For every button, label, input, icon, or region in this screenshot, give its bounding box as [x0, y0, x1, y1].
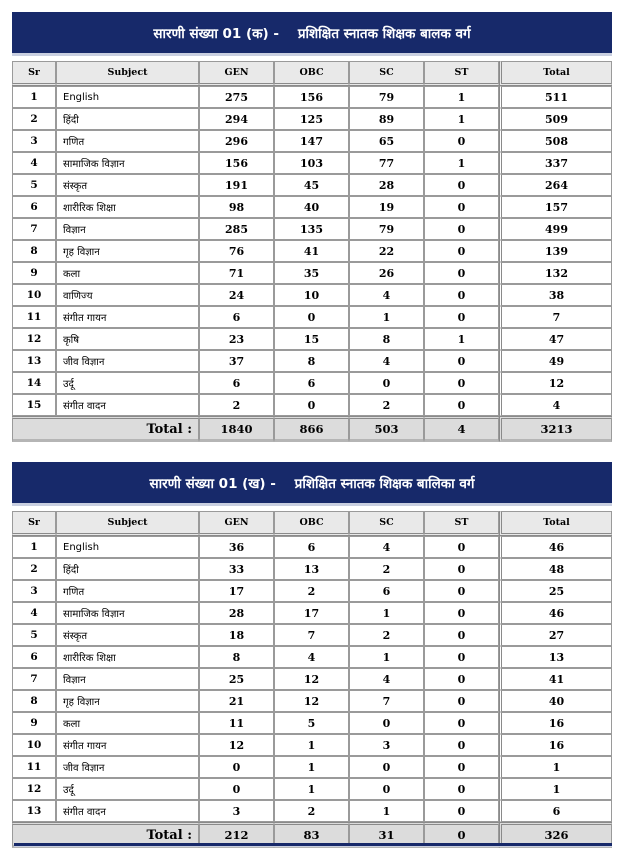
table-title: सारणी संख्या 01 (ख) - प्रशिक्षित स्नातक शिक्षक बालिका वर्ग	[12, 462, 612, 506]
cell-st: 1	[424, 108, 499, 130]
cell-st: 0	[424, 372, 499, 394]
totals-obc: 866	[274, 416, 349, 442]
cell-sc: 2	[349, 394, 424, 416]
cell-obc: 45	[274, 174, 349, 196]
cell-sr: 1	[12, 86, 56, 108]
cell-total: 48	[499, 558, 612, 580]
header-obc: OBC	[274, 61, 349, 86]
cell-st: 0	[424, 778, 499, 800]
cell-obc: 135	[274, 218, 349, 240]
totals-total: 3213	[499, 416, 612, 442]
cell-sc: 65	[349, 130, 424, 152]
cell-st: 0	[424, 130, 499, 152]
cell-subject: संगीत गायन	[56, 306, 199, 328]
cell-total: 337	[499, 152, 612, 174]
cell-obc: 5	[274, 712, 349, 734]
cell-st: 0	[424, 690, 499, 712]
cell-sc: 2	[349, 558, 424, 580]
cell-subject: संगीत वादन	[56, 800, 199, 822]
cell-subject: गृह विज्ञान	[56, 240, 199, 262]
cell-subject: कला	[56, 712, 199, 734]
header-total: Total	[499, 61, 612, 86]
cell-obc: 2	[274, 580, 349, 602]
header-sr: Sr	[12, 511, 56, 536]
header-total: Total	[499, 511, 612, 536]
cell-st: 1	[424, 328, 499, 350]
cell-sr: 12	[12, 328, 56, 350]
cell-total: 41	[499, 668, 612, 690]
cell-sc: 1	[349, 646, 424, 668]
cell-obc: 7	[274, 624, 349, 646]
cell-total: 38	[499, 284, 612, 306]
cell-st: 1	[424, 152, 499, 174]
cell-sc: 4	[349, 284, 424, 306]
cell-st: 0	[424, 350, 499, 372]
cell-gen: 2	[199, 394, 274, 416]
cell-gen: 37	[199, 350, 274, 372]
table-row	[12, 218, 612, 240]
cell-sr: 7	[12, 668, 56, 690]
cell-total: 132	[499, 262, 612, 284]
data-table	[12, 511, 612, 848]
cell-subject: सामाजिक विज्ञान	[56, 152, 199, 174]
cell-obc: 8	[274, 350, 349, 372]
cell-sr: 10	[12, 284, 56, 306]
totals-total: 326	[499, 822, 612, 848]
cell-sr: 15	[12, 394, 56, 416]
cell-total: 499	[499, 218, 612, 240]
cell-gen: 191	[199, 174, 274, 196]
cell-gen: 3	[199, 800, 274, 822]
header-row	[12, 511, 612, 536]
table-row	[12, 536, 612, 558]
cell-sr: 11	[12, 756, 56, 778]
cell-sc: 89	[349, 108, 424, 130]
table-row	[12, 778, 612, 800]
cell-st: 0	[424, 240, 499, 262]
cell-sc: 22	[349, 240, 424, 262]
cell-obc: 10	[274, 284, 349, 306]
cell-sc: 0	[349, 372, 424, 394]
totals-gen: 212	[199, 822, 274, 848]
table-row	[12, 646, 612, 668]
header-st: ST	[424, 61, 499, 86]
table-row	[12, 602, 612, 624]
table-row	[12, 394, 612, 416]
cell-obc: 103	[274, 152, 349, 174]
cell-obc: 4	[274, 646, 349, 668]
cell-sr: 4	[12, 152, 56, 174]
cell-sc: 3	[349, 734, 424, 756]
cell-total: 47	[499, 328, 612, 350]
header-obc: OBC	[274, 511, 349, 536]
cell-sr: 7	[12, 218, 56, 240]
cell-sr: 3	[12, 130, 56, 152]
cell-st: 0	[424, 284, 499, 306]
cell-gen: 8	[199, 646, 274, 668]
cell-sc: 1	[349, 306, 424, 328]
header-sc: SC	[349, 511, 424, 536]
table-row	[12, 712, 612, 734]
cell-total: 16	[499, 712, 612, 734]
cell-sc: 0	[349, 712, 424, 734]
table-row	[12, 240, 612, 262]
cell-subject: कला	[56, 262, 199, 284]
table-row	[12, 108, 612, 130]
table-row	[12, 196, 612, 218]
cell-total: 4	[499, 394, 612, 416]
cell-sr: 12	[12, 778, 56, 800]
totals-label: Total :	[12, 822, 199, 848]
cell-subject: गणित	[56, 580, 199, 602]
cell-gen: 36	[199, 536, 274, 558]
cell-total: 157	[499, 196, 612, 218]
totals-sc: 31	[349, 822, 424, 848]
cell-total: 12	[499, 372, 612, 394]
cell-st: 0	[424, 712, 499, 734]
cell-obc: 17	[274, 602, 349, 624]
cell-obc: 1	[274, 778, 349, 800]
cell-obc: 1	[274, 734, 349, 756]
cell-st: 0	[424, 580, 499, 602]
cell-gen: 17	[199, 580, 274, 602]
cell-sr: 5	[12, 174, 56, 196]
data-table	[12, 61, 612, 442]
cell-obc: 41	[274, 240, 349, 262]
header-subject: Subject	[56, 61, 199, 86]
cell-total: 1	[499, 756, 612, 778]
cell-subject: शारीरिक शिक्षा	[56, 196, 199, 218]
cell-sr: 13	[12, 350, 56, 372]
cell-st: 0	[424, 306, 499, 328]
cell-total: 27	[499, 624, 612, 646]
cell-sc: 0	[349, 778, 424, 800]
cell-total: 13	[499, 646, 612, 668]
cell-subject: उर्दू	[56, 372, 199, 394]
cell-subject: वाणिज्य	[56, 284, 199, 306]
cell-total: 6	[499, 800, 612, 822]
cell-st: 0	[424, 646, 499, 668]
cell-subject: विज्ञान	[56, 218, 199, 240]
cell-total: 25	[499, 580, 612, 602]
cell-subject: सामाजिक विज्ञान	[56, 602, 199, 624]
cell-gen: 275	[199, 86, 274, 108]
cell-obc: 0	[274, 394, 349, 416]
cell-sc: 19	[349, 196, 424, 218]
cell-st: 0	[424, 218, 499, 240]
cell-total: 509	[499, 108, 612, 130]
cell-obc: 2	[274, 800, 349, 822]
cell-subject: संस्कृत	[56, 174, 199, 196]
cell-gen: 24	[199, 284, 274, 306]
cell-total: 16	[499, 734, 612, 756]
totals-st: 0	[424, 822, 499, 848]
cell-sr: 4	[12, 602, 56, 624]
cell-sr: 9	[12, 712, 56, 734]
cell-sc: 1	[349, 800, 424, 822]
cell-sr: 6	[12, 646, 56, 668]
cell-sr: 2	[12, 558, 56, 580]
cell-gen: 0	[199, 778, 274, 800]
cell-subject: संगीत गायन	[56, 734, 199, 756]
cell-total: 46	[499, 536, 612, 558]
table-row	[12, 624, 612, 646]
totals-label: Total :	[12, 416, 199, 442]
table-row	[12, 86, 612, 108]
cell-obc: 13	[274, 558, 349, 580]
cell-obc: 6	[274, 536, 349, 558]
cell-st: 0	[424, 756, 499, 778]
cell-obc: 6	[274, 372, 349, 394]
cell-st: 0	[424, 624, 499, 646]
cell-sr: 1	[12, 536, 56, 558]
table-row	[12, 306, 612, 328]
cell-st: 0	[424, 602, 499, 624]
cell-gen: 76	[199, 240, 274, 262]
cell-gen: 285	[199, 218, 274, 240]
cell-subject: कृषि	[56, 328, 199, 350]
cell-obc: 156	[274, 86, 349, 108]
cell-obc: 12	[274, 668, 349, 690]
cell-gen: 18	[199, 624, 274, 646]
cell-sc: 7	[349, 690, 424, 712]
cell-subject: शारीरिक शिक्षा	[56, 646, 199, 668]
cell-gen: 6	[199, 306, 274, 328]
table-row	[12, 558, 612, 580]
cell-subject: जीव विज्ञान	[56, 350, 199, 372]
cell-total: 1	[499, 778, 612, 800]
cell-subject: हिंदी	[56, 558, 199, 580]
header-st: ST	[424, 511, 499, 536]
cell-st: 0	[424, 262, 499, 284]
cell-sc: 6	[349, 580, 424, 602]
header-subject: Subject	[56, 511, 199, 536]
cell-gen: 156	[199, 152, 274, 174]
table-row	[12, 580, 612, 602]
cell-subject: English	[56, 86, 199, 108]
cell-st: 1	[424, 86, 499, 108]
table-row	[12, 328, 612, 350]
table-row	[12, 800, 612, 822]
table-row	[12, 284, 612, 306]
cell-gen: 6	[199, 372, 274, 394]
cell-sr: 5	[12, 624, 56, 646]
cell-sr: 8	[12, 240, 56, 262]
cell-sr: 13	[12, 800, 56, 822]
cell-total: 49	[499, 350, 612, 372]
cell-subject: विज्ञान	[56, 668, 199, 690]
cell-obc: 35	[274, 262, 349, 284]
cell-gen: 98	[199, 196, 274, 218]
cell-obc: 0	[274, 306, 349, 328]
cell-sc: 26	[349, 262, 424, 284]
cell-gen: 21	[199, 690, 274, 712]
cell-obc: 1	[274, 756, 349, 778]
header-gen: GEN	[199, 61, 274, 86]
cell-total: 511	[499, 86, 612, 108]
cell-sr: 11	[12, 306, 56, 328]
table-row	[12, 350, 612, 372]
cell-total: 508	[499, 130, 612, 152]
cell-total: 40	[499, 690, 612, 712]
cell-sc: 77	[349, 152, 424, 174]
header-sr: Sr	[12, 61, 56, 86]
cell-gen: 25	[199, 668, 274, 690]
cell-subject: English	[56, 536, 199, 558]
cell-subject: संस्कृत	[56, 624, 199, 646]
table-row	[12, 372, 612, 394]
cell-sc: 0	[349, 756, 424, 778]
cell-sc: 79	[349, 218, 424, 240]
cell-total: 46	[499, 602, 612, 624]
cell-gen: 296	[199, 130, 274, 152]
cell-sr: 10	[12, 734, 56, 756]
table-section-boys	[12, 12, 612, 442]
cell-sc: 28	[349, 174, 424, 196]
table-section-girls	[12, 462, 612, 848]
cell-subject: संगीत वादन	[56, 394, 199, 416]
cell-gen: 33	[199, 558, 274, 580]
cell-sc: 2	[349, 624, 424, 646]
cell-subject: जीव विज्ञान	[56, 756, 199, 778]
cell-st: 0	[424, 800, 499, 822]
cell-sc: 8	[349, 328, 424, 350]
cell-gen: 12	[199, 734, 274, 756]
totals-row	[12, 416, 612, 442]
table-row	[12, 734, 612, 756]
cell-sr: 3	[12, 580, 56, 602]
cell-st: 0	[424, 734, 499, 756]
cell-obc: 40	[274, 196, 349, 218]
cell-subject: गणित	[56, 130, 199, 152]
cell-sc: 79	[349, 86, 424, 108]
table-row	[12, 130, 612, 152]
header-gen: GEN	[199, 511, 274, 536]
totals-sc: 503	[349, 416, 424, 442]
header-row	[12, 61, 612, 86]
table-row	[12, 756, 612, 778]
cell-st: 0	[424, 196, 499, 218]
totals-st: 4	[424, 416, 499, 442]
cell-st: 0	[424, 394, 499, 416]
cell-obc: 12	[274, 690, 349, 712]
cell-obc: 15	[274, 328, 349, 350]
table-row	[12, 262, 612, 284]
cell-sc: 4	[349, 668, 424, 690]
cell-gen: 0	[199, 756, 274, 778]
cell-subject: हिंदी	[56, 108, 199, 130]
cell-sc: 4	[349, 536, 424, 558]
cell-gen: 11	[199, 712, 274, 734]
totals-gen: 1840	[199, 416, 274, 442]
header-sc: SC	[349, 61, 424, 86]
cell-total: 264	[499, 174, 612, 196]
cell-obc: 147	[274, 130, 349, 152]
table-title: सारणी संख्या 01 (क) - प्रशिक्षित स्नातक शिक्षक बालक वर्ग	[12, 12, 612, 56]
cell-total: 139	[499, 240, 612, 262]
bottom-divider-shadow	[14, 846, 612, 847]
cell-st: 0	[424, 558, 499, 580]
cell-subject: गृह विज्ञान	[56, 690, 199, 712]
cell-st: 0	[424, 668, 499, 690]
cell-total: 7	[499, 306, 612, 328]
cell-sc: 4	[349, 350, 424, 372]
cell-sr: 9	[12, 262, 56, 284]
cell-gen: 294	[199, 108, 274, 130]
table-row	[12, 668, 612, 690]
cell-st: 0	[424, 174, 499, 196]
table-row	[12, 152, 612, 174]
cell-sr: 2	[12, 108, 56, 130]
cell-sr: 6	[12, 196, 56, 218]
table-row	[12, 690, 612, 712]
cell-st: 0	[424, 536, 499, 558]
cell-sr: 14	[12, 372, 56, 394]
cell-obc: 125	[274, 108, 349, 130]
cell-gen: 28	[199, 602, 274, 624]
cell-gen: 71	[199, 262, 274, 284]
cell-subject: उर्दू	[56, 778, 199, 800]
cell-gen: 23	[199, 328, 274, 350]
cell-sr: 8	[12, 690, 56, 712]
table-row	[12, 174, 612, 196]
cell-sc: 1	[349, 602, 424, 624]
totals-obc: 83	[274, 822, 349, 848]
